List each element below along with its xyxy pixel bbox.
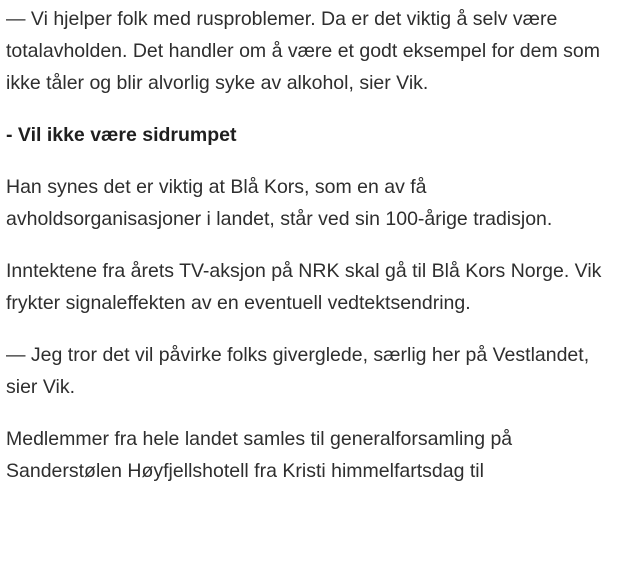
article-paragraph-5: Medlemmer fra hele landet samles til generalforsamling på Sanderstølen Høyfjellshotell fra Kristi himmelfartsdag til [6, 428, 513, 482]
article-body [6, 3, 606, 507]
article-paragraph-3: Inntektene fra årets TV-aksjon på NRK skal gå til Blå Kors Norge. Vik frykter signaleffekten av en eventuell vedtektsendring. [6, 260, 602, 314]
article-subheading: - Vil ikke være sidrumpet [6, 124, 237, 146]
article-paragraph-4: — Jeg tror det vil påvirke folks giverglede, særlig her på Vestlandet, sier Vik. [6, 344, 590, 398]
article-paragraph-1: — Vi hjelper folk med rusproblemer. Da er det viktig å selv være totalavholden. Det handler om å være et godt eksempel for dem som ikke tåler og blir alvorlig syke av alkohol, sier Vik. [6, 8, 600, 94]
article-paragraph-2: Han synes det er viktig at Blå Kors, som en av få avholdsorganisasjoner i landet, står ved sin 100-årige tradisjon. [6, 176, 553, 230]
